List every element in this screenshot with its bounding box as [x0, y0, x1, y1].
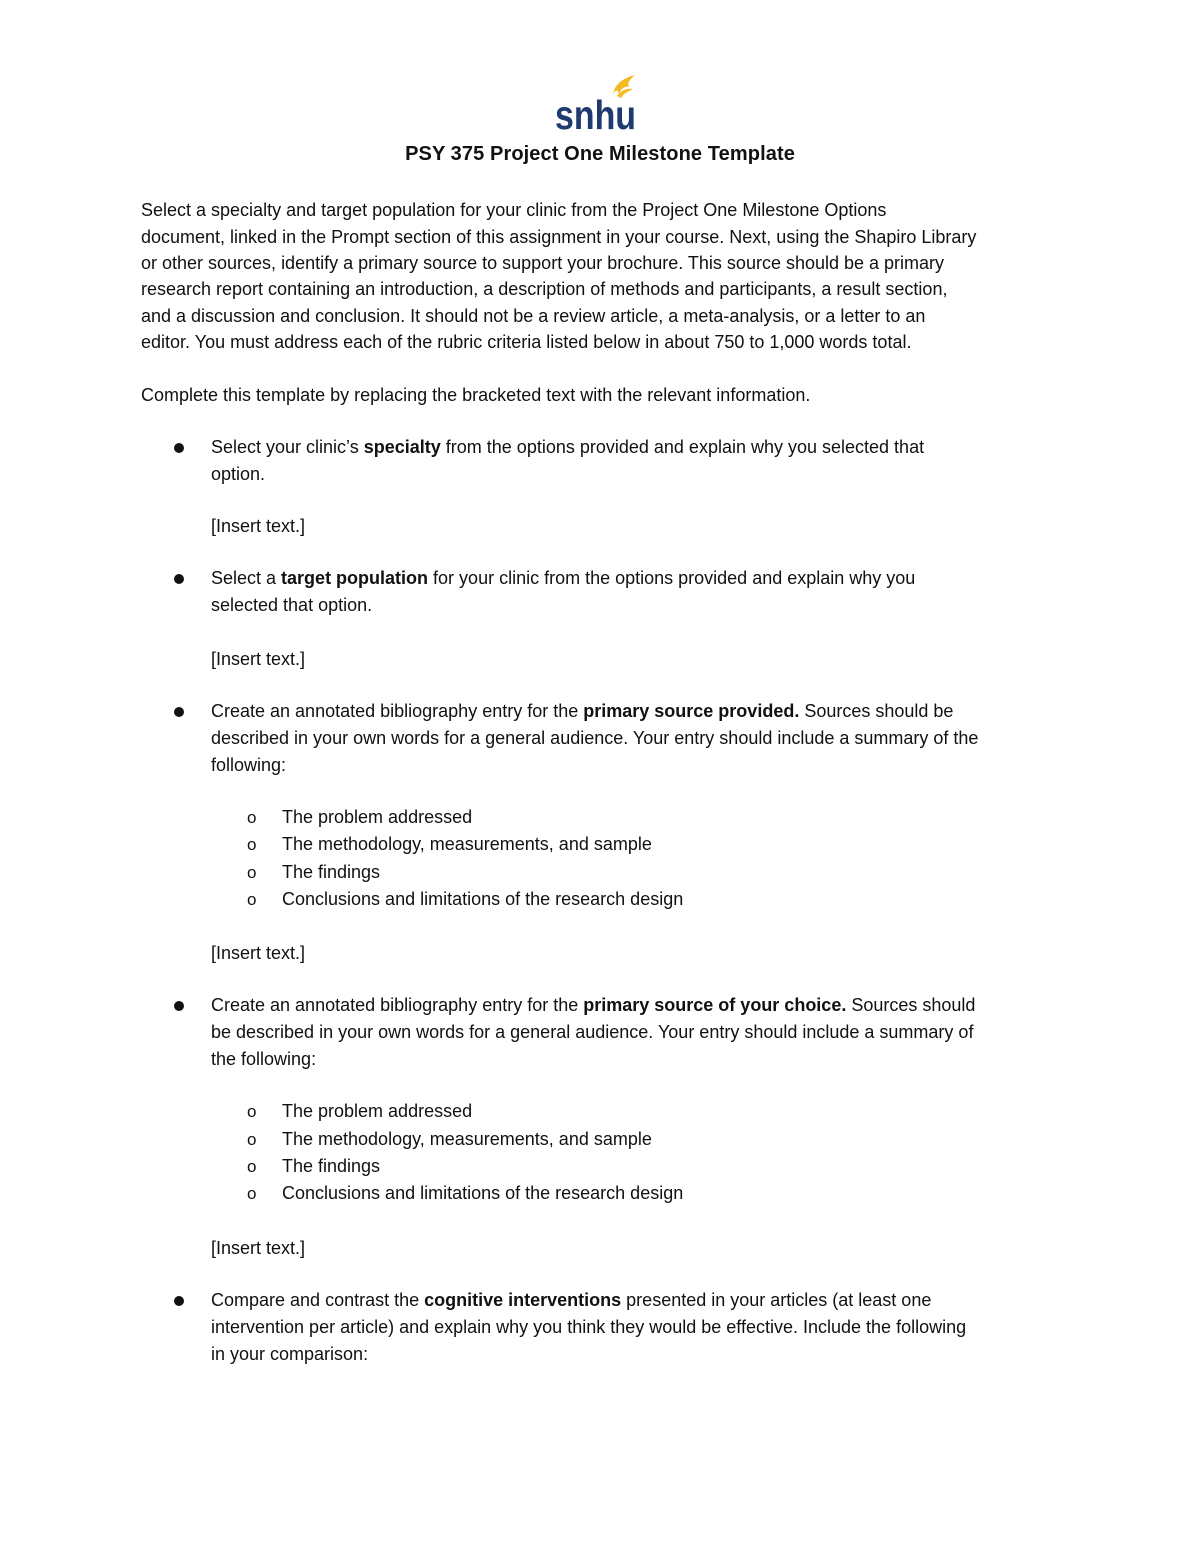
instruction-text: Complete this template by replacing the bracketed text with the relevant information. [141, 385, 811, 405]
bullet-line: in your comparison: [211, 1344, 369, 1364]
sub-list-marker: o [247, 890, 257, 909]
sub-list-item: The findings [282, 862, 381, 882]
sub-list-item: The findings [282, 1156, 381, 1176]
bullet-line: be described in your own words for a general audience. Your entry should include a summary of [211, 1022, 974, 1042]
bullet-marker [174, 707, 184, 717]
sub-list-item: The problem addressed [282, 1101, 473, 1121]
sub-list-marker: o [247, 1102, 257, 1121]
sub-list-marker: o [247, 1157, 257, 1176]
sub-list-item: The problem addressed [282, 807, 473, 827]
intro-line: editor. You must address each of the rubric criteria listed below in about 750 to 1,000 words total. [141, 332, 912, 352]
bullet-line: Select your clinic’s specialty from the options provided and explain why you selected that [211, 437, 925, 457]
bullet-line: intervention per article) and explain why you think they would be effective. Include the following [211, 1317, 967, 1337]
bullet-line: option. [211, 464, 266, 484]
sub-list-item: Conclusions and limitations of the research design [282, 1183, 684, 1203]
document-title: PSY 375 Project One Milestone Template [405, 143, 795, 165]
sub-list-marker: o [247, 863, 257, 882]
logo-wordmark: snhu [555, 92, 636, 138]
bullet-line: Create an annotated bibliography entry for the primary source of your choice. Sources should [211, 995, 976, 1015]
bullet-line: Select a target population for your clinic from the options provided and explain why you [211, 568, 916, 588]
bullet-marker [174, 443, 184, 453]
bullet-line: described in your own words for a general audience. Your entry should include a summary of the [211, 728, 979, 748]
bullet-line: Create an annotated bibliography entry for the primary source provided. Sources should be [211, 701, 954, 721]
intro-line: document, linked in the Prompt section of this assignment in your course. Next, using the Shapiro Library [141, 227, 977, 247]
intro-line: research report containing an introduction, a description of methods and participants, a result section, [141, 279, 948, 299]
sub-list-item: The methodology, measurements, and sample [282, 834, 652, 854]
bullet-line: following: [211, 755, 287, 775]
bullet-marker [174, 1001, 184, 1011]
bullet-marker [174, 574, 184, 584]
insert-text-placeholder[interactable]: [Insert text.] [211, 516, 306, 536]
insert-text-placeholder[interactable]: [Insert text.] [211, 943, 306, 963]
sub-list-marker: o [247, 808, 257, 827]
bullet-line: selected that option. [211, 595, 373, 615]
bullet-marker [174, 1296, 184, 1306]
insert-text-placeholder[interactable]: [Insert text.] [211, 649, 306, 669]
intro-line: Select a specialty and target population for your clinic from the Project One Milestone Options [141, 200, 887, 220]
sub-list-marker: o [247, 835, 257, 854]
snhu-logo [555, 74, 639, 138]
sub-list-item: The methodology, measurements, and sample [282, 1129, 652, 1149]
insert-text-placeholder[interactable]: [Insert text.] [211, 1238, 306, 1258]
intro-line: and a discussion and conclusion. It should not be a review article, a meta-analysis, or a letter to an [141, 306, 926, 326]
bullet-line: Compare and contrast the cognitive interventions presented in your articles (at least one [211, 1290, 932, 1310]
sub-list-marker: o [247, 1130, 257, 1149]
intro-line: or other sources, identify a primary source to support your brochure. This source should be a primary [141, 253, 945, 273]
bullet-line: the following: [211, 1049, 317, 1069]
sub-list-item: Conclusions and limitations of the research design [282, 889, 684, 909]
sub-list-marker: o [247, 1184, 257, 1203]
